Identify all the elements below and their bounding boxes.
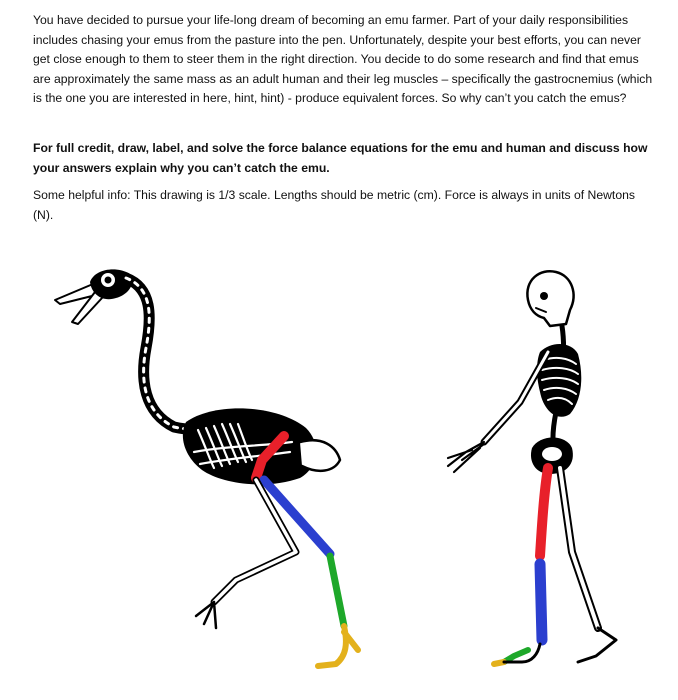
human-tibia	[540, 564, 542, 640]
emu-toes	[318, 626, 358, 666]
human-hand	[448, 442, 484, 472]
human-arm	[484, 352, 548, 442]
human-skull	[527, 271, 573, 326]
helpful-info-paragraph: Some helpful info: This drawing is 1/3 scale. Lengths should be metric (cm). Force is always in units of Newtons (N).	[33, 188, 635, 222]
emu-metatarsus	[330, 556, 344, 626]
human-skeleton	[448, 271, 616, 664]
human-toes	[494, 662, 504, 664]
human-back-foot	[578, 628, 616, 662]
emu-back-foot	[196, 602, 216, 628]
skeleton-drawing	[0, 252, 678, 700]
emu-tail	[300, 440, 340, 471]
skeleton-figure	[0, 252, 678, 700]
human-metatarsus	[504, 650, 528, 662]
instructions-paragraph: For full credit, draw, label, and solve the force balance equations for the emu and human and discuss how your answers explain why you can’t catch the emu.	[33, 141, 648, 175]
intro-paragraph: You have decided to pursue your life-long dream of becoming an emu farmer. Part of your daily responsibilities includes chasing your emus from the pasture into the pen. Unfortunately, despite your best efforts, you can never get close enough to them to steer them in the right direction. You decide to do some research and find that emus are approximately the same mass as an adult human and their leg muscles – specifically the gastrocnemius (which is the one you are interested in here, hint, hint) - produce equivalent forces. So why can’t you catch the emus?	[33, 13, 653, 105]
emu-skeleton	[55, 269, 358, 666]
human-femur	[540, 468, 548, 556]
human-back-leg	[560, 468, 598, 628]
emu-neck	[126, 278, 222, 429]
